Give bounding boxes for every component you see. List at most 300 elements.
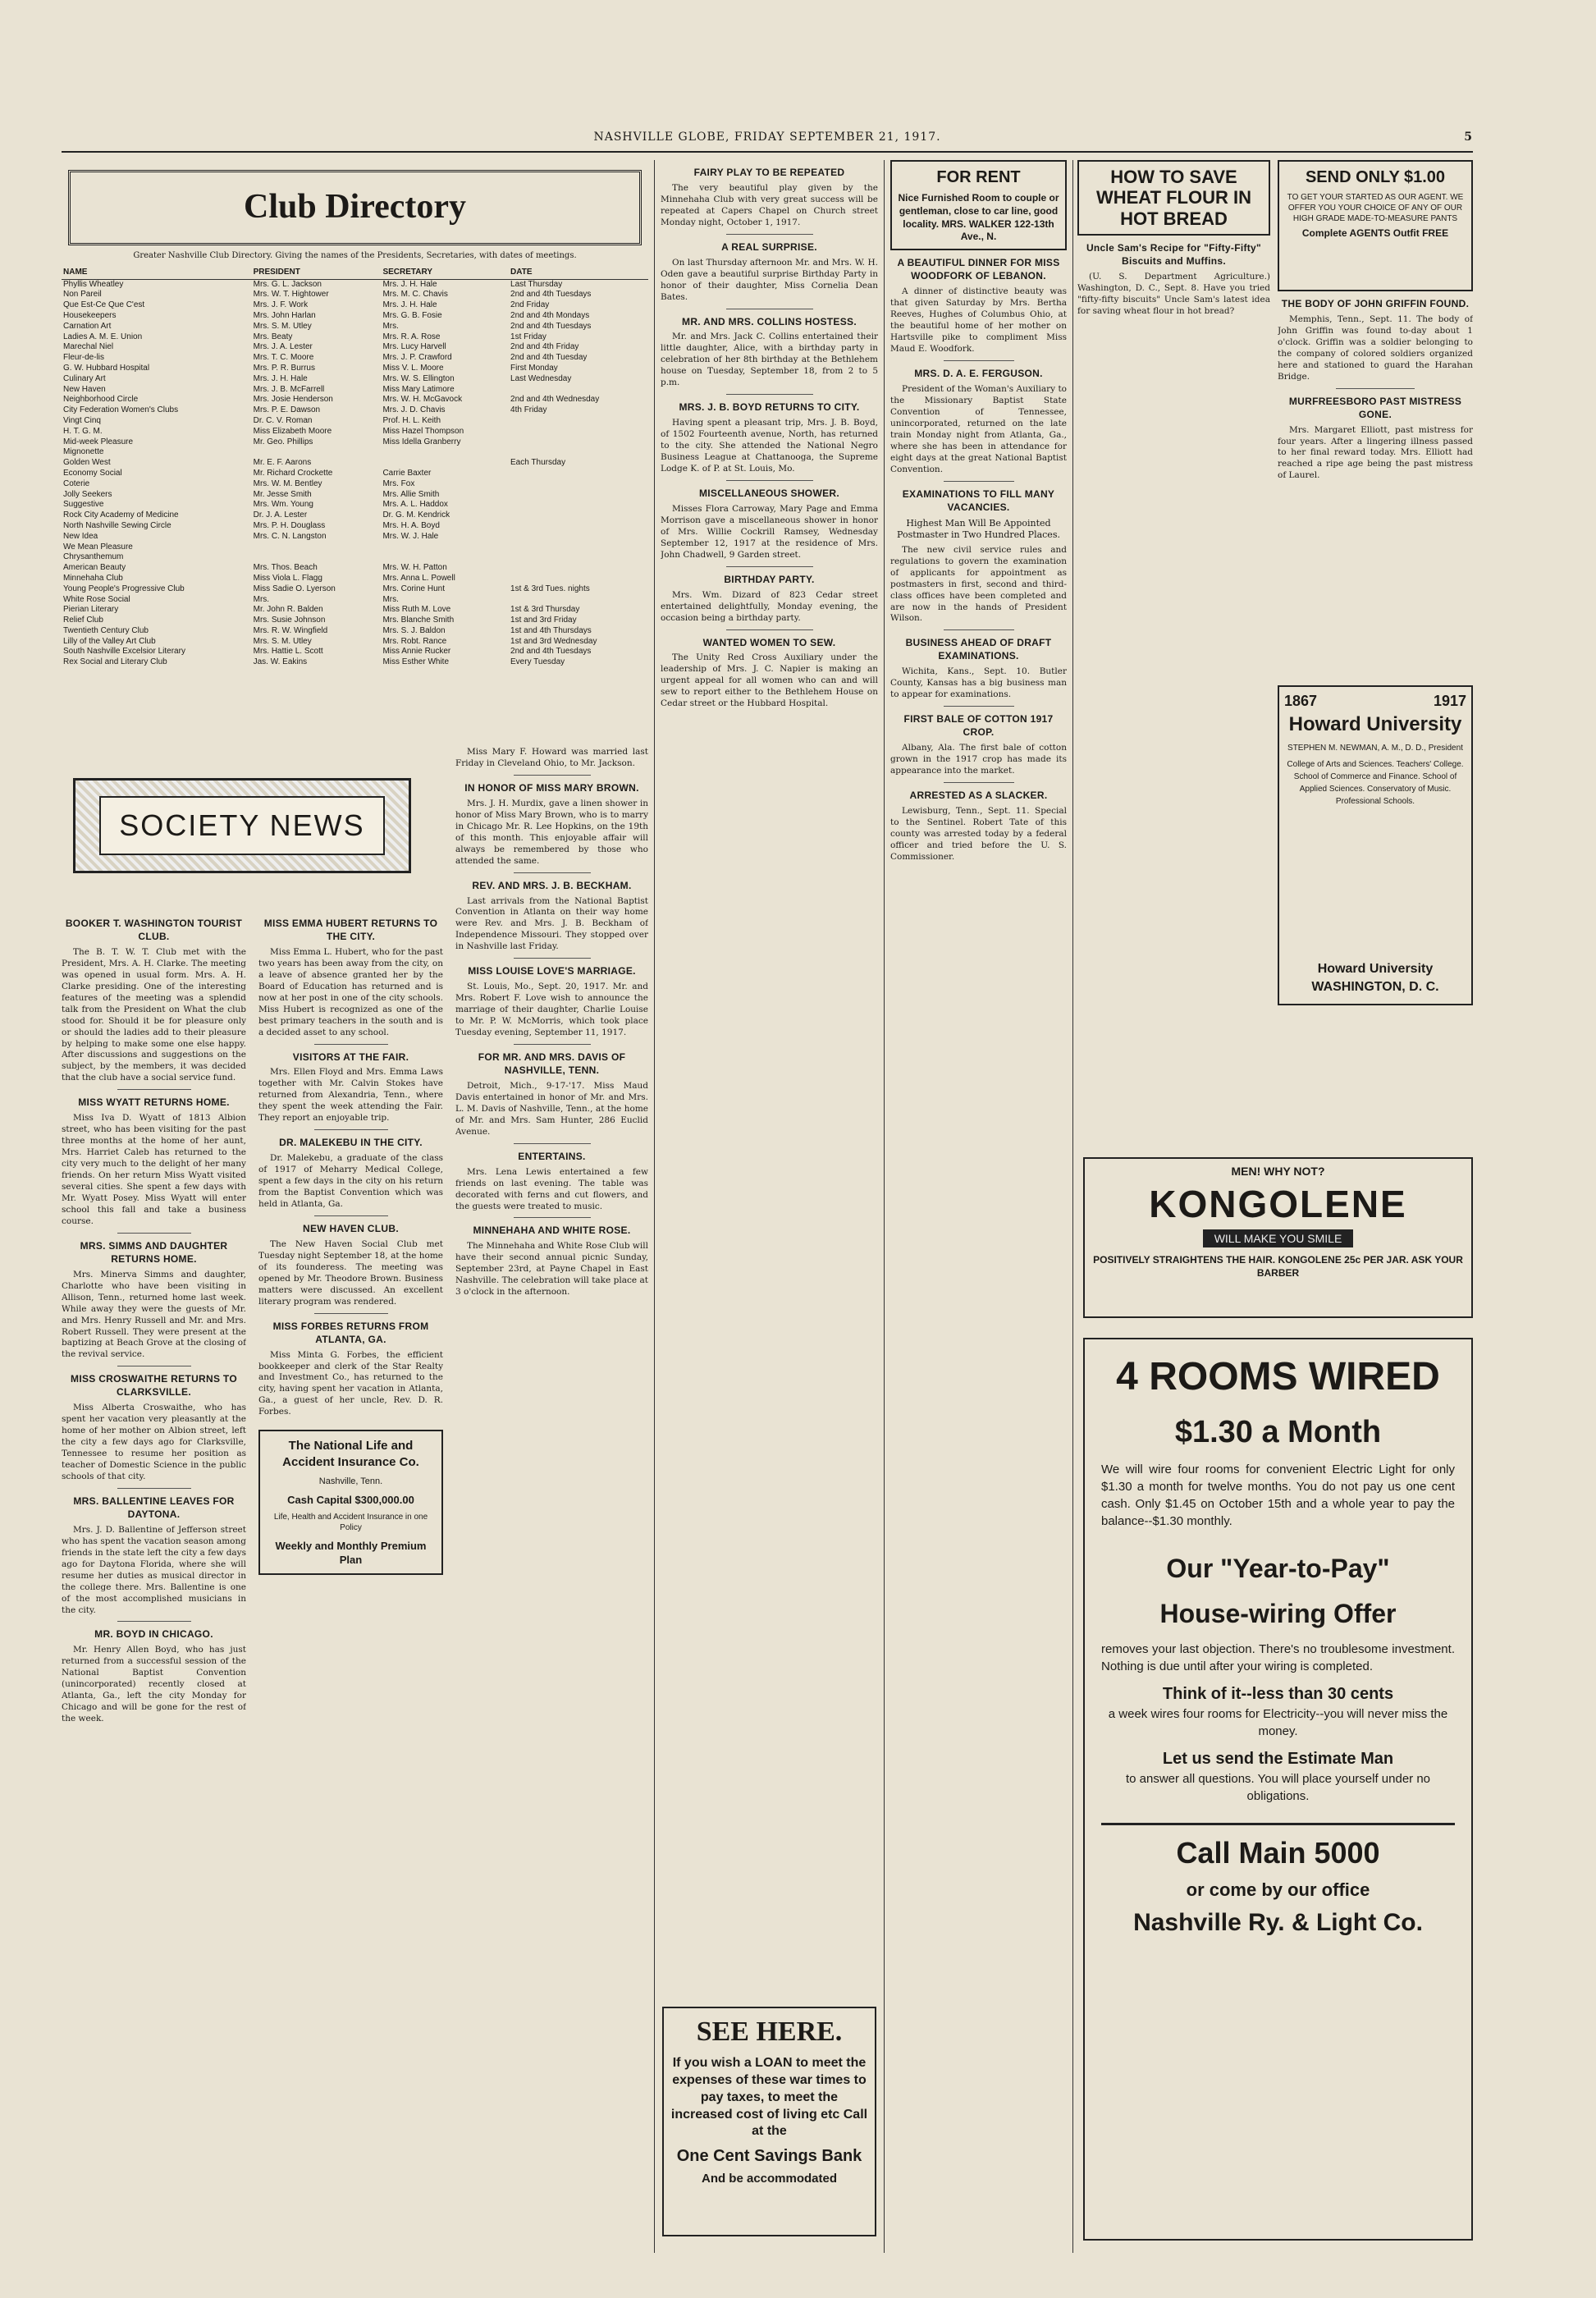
club-cell bbox=[381, 552, 509, 563]
divider bbox=[726, 394, 813, 395]
howard-foot: Howard University WASHINGTON, D. C. bbox=[1311, 962, 1439, 994]
club-row bbox=[62, 479, 648, 490]
national-life-title: The National Life and Accident Insurance Co. bbox=[282, 1439, 419, 1470]
article-body: St. Louis, Mo., Sept. 20, 1917. Mr. and Mrs. Robert F. Love wish to announce the marriage of their daughter, Charlie Louise to Mr. P. W. McMorris, which took place Tuesday evening, September 11, 1917. bbox=[455, 982, 648, 1038]
club-cell: 2nd and 4th Wednesday bbox=[510, 395, 600, 405]
article-headline: MISS FORBES RETURNS FROM ATLANTA, GA. bbox=[272, 1320, 429, 1345]
article-headline: BUSINESS AHEAD OF DRAFT EXAMINATIONS. bbox=[905, 637, 1052, 662]
club-row bbox=[62, 279, 648, 290]
article-headline: MISS CROSWAITHE RETURNS TO CLARKSVILLE. bbox=[71, 1373, 237, 1398]
club-cell: 1st Friday bbox=[510, 332, 546, 341]
article-body: Mrs. Wm. Dizard of 823 Cedar street entertained delightfully, Monday evening, the occasion being a birthday party. bbox=[661, 589, 878, 623]
kongolene-title: KONGOLENE bbox=[1149, 1182, 1407, 1225]
article-body: Albany, Ala. The first bale of cotton grown in the 1917 crop has made its appearance into the market. bbox=[890, 743, 1067, 776]
article-headline: ARRESTED AS A SLACKER. bbox=[909, 789, 1048, 801]
article-body: Detroit, Mich., 9-17-'17. Miss Maud Davis entertained in honor of Mr. and Mrs. L. M. Davis of Nashville, Tenn., at the home of Mr. and Mrs. Sam Hunter, 286 Euclid Avenue. bbox=[455, 1080, 648, 1137]
wired-text: We will wire four rooms for convenient Electric Light for only $1.30 a month for twelve months. You do not pay us one cent cash. Only $1.45 on October 15th and a whole year to pay the balance--$1.30 monthly. bbox=[1101, 1463, 1455, 1529]
club-cell: 1st & 3rd Tues. nights bbox=[510, 584, 590, 593]
club-cell: Mrs. W. M. Bentley bbox=[253, 478, 322, 488]
club-row bbox=[62, 342, 648, 353]
club-cell: Mrs. J. H. Hale bbox=[382, 300, 437, 310]
article-headline: A REAL SURPRISE. bbox=[721, 240, 817, 253]
masthead-title: NASHVILLE GLOBE, FRIDAY SEPTEMBER 21, 1917. bbox=[593, 130, 941, 144]
wired-think: Think of it--less than 30 cents bbox=[1162, 1685, 1394, 1704]
article-headline: A BEAUTIFUL DINNER FOR MISS WOODFORK OF LEBANON. bbox=[897, 257, 1060, 282]
kongolene-text: POSITIVELY STRAIGHTENS THE HAIR. KONGOLENE 25c PER JAR. ASK YOUR BARBER bbox=[1093, 1254, 1463, 1279]
club-cell: 2nd and 4th Friday bbox=[510, 342, 579, 352]
for-rent-ad bbox=[890, 160, 1067, 250]
article-body: Miss Iva D. Wyatt of 1813 Albion street, who has been visiting for the past three months at the home of her aunt, Mrs. Harriet Caleb has returned to the city very much to the delight of her many friends. On her return Miss Wyatt visited several cities. She spent a few days with Mr. Wyatt Posey. Miss Wyatt will enter school this fall and take a business course. bbox=[62, 1113, 246, 1226]
club-row bbox=[62, 647, 648, 657]
club-cell bbox=[252, 447, 382, 458]
howard-president: STEPHEN M. NEWMAN, A. M., D. D., President bbox=[1287, 743, 1463, 753]
club-cell: Mrs. Thos. Beach bbox=[253, 563, 318, 573]
article-headline: WANTED WOMEN TO SEW. bbox=[702, 636, 836, 648]
club-cell: Rock City Academy of Medicine bbox=[63, 510, 179, 520]
kongolene-ad bbox=[1083, 1157, 1473, 1321]
club-cell: Mrs. M. C. Chavis bbox=[382, 290, 448, 300]
club-cell: Each Thursday bbox=[510, 458, 566, 468]
wired-price: $1.30 a Month bbox=[1174, 1414, 1382, 1449]
article-body: Miss Mary F. Howard was married last Friday in Cleveland Ohio, to Mr. Jackson. bbox=[455, 747, 648, 768]
club-cell: Mrs. J. A. Lester bbox=[253, 342, 313, 352]
club-cell: G. W. Hubbard Hospital bbox=[63, 363, 150, 373]
club-cell: Mrs. R. A. Rose bbox=[382, 332, 441, 341]
article-body: Miss Alberta Croswaithe, who has spent her vacation very pleasantly at the home of her mother on Albion street, left the city a few days ago for Clarksville, Tennessee to resume her position as teacher of Domestic Science in the public schools of that city. bbox=[62, 1403, 246, 1481]
club-cell: Mrs. S. M. Utley bbox=[253, 636, 312, 646]
club-cell bbox=[509, 385, 648, 396]
club-cell: Last Thursday bbox=[510, 279, 563, 289]
club-row bbox=[62, 322, 648, 332]
club-cell: 4th Friday bbox=[510, 405, 547, 415]
club-cell: Fleur-de-lis bbox=[63, 353, 105, 363]
article-body: Mrs. Minerva Simms and daughter, Charlotte who have been visiting in Allison, Tenn., returned home last week. While away they were the guests of Mr. and Mrs. Henry Russell and Mr. and Mrs. Robert Russell. They were present at the baptizing at Beach Grove at the closing of the revival service. bbox=[62, 1269, 246, 1360]
club-cell: Miss V. L. Moore bbox=[382, 363, 444, 373]
column-rule bbox=[1072, 160, 1073, 2253]
column-rule bbox=[884, 160, 885, 2253]
club-cell: Mrs. Blanche Smith bbox=[382, 616, 455, 625]
column-2 bbox=[258, 911, 443, 2249]
pants-ad bbox=[1278, 160, 1473, 291]
club-cell: 1st and 4th Thursdays bbox=[510, 625, 592, 635]
club-cell: Culinary Art bbox=[63, 373, 106, 383]
club-cell: Rex Social and Literary Club bbox=[63, 657, 167, 667]
article-body: Mrs. Margaret Elliott, past mistress for four years. After a lingering illness passed to her final reward today. Mrs. Elliott had reached a ripe age being the past mistress of Laurel. bbox=[1278, 424, 1473, 481]
article-body: A dinner of distinctive beauty was that given Saturday by Mrs. Bertha Reeves, Hughes of Columbus Ohio, at the beautiful home of her mother on Hartsville pike to compliment Miss Maud E. Woodfork. bbox=[890, 286, 1067, 355]
club-cell: Young People's Progressive Club bbox=[63, 584, 185, 593]
club-row bbox=[62, 616, 648, 626]
club-row bbox=[62, 311, 648, 322]
club-cell bbox=[509, 595, 648, 606]
article-body: Miss Emma L. Hubert, who for the past two years has been away from the city, on a leave of absence granted her by the Board of Education has returned and is now at her post in one of the city schools. Miss Hubert is recognized as one of the best primary teachers in the south and is a decided asset to any school. bbox=[258, 946, 443, 1037]
pants-free: Complete AGENTS Outfit FREE bbox=[1301, 227, 1449, 240]
wired-come: or come by our office bbox=[1186, 1879, 1370, 1900]
divider bbox=[944, 706, 1014, 707]
club-row bbox=[62, 353, 648, 364]
club-cell: Mrs. W. H. Patton bbox=[382, 563, 447, 573]
club-cell bbox=[509, 427, 648, 437]
for-rent-title: FOR RENT bbox=[936, 168, 1021, 186]
divider bbox=[117, 1089, 191, 1090]
club-cell: 1st and 3rd Wednesday bbox=[510, 636, 597, 646]
club-cell: Jas. W. Eakins bbox=[253, 657, 308, 667]
divider bbox=[514, 1217, 591, 1218]
club-cell: Marechal Niel bbox=[63, 342, 114, 352]
article-body: Mrs. J. H. Murdix, gave a linen shower in honor of Miss Mary Brown, who is to marry in Chicago Mr. R. Lee Hopkins, on the 19th of this month. This enjoyable affair will always be remembered by those who attended the same. bbox=[455, 798, 648, 866]
club-cell: Mr. Geo. Phillips bbox=[253, 437, 313, 446]
club-cell bbox=[509, 500, 648, 510]
club-cell: Mrs. R. W. Wingfield bbox=[253, 625, 328, 635]
club-cell: Mrs. P. E. Dawson bbox=[253, 405, 321, 415]
club-row bbox=[62, 374, 648, 385]
article-headline: FOR MR. AND MRS. DAVIS OF NASHVILLE, TENN. bbox=[478, 1051, 626, 1076]
club-cell bbox=[509, 416, 648, 427]
club-cell: Mrs. W. T. Hightower bbox=[253, 290, 329, 300]
club-cell: We Mean Pleasure bbox=[63, 542, 133, 552]
article-headline: MINNEHAHA AND WHITE ROSE. bbox=[473, 1225, 631, 1237]
club-cell bbox=[509, 490, 648, 501]
club-cell: 2nd and 4th Tuesdays bbox=[510, 647, 592, 657]
divider bbox=[314, 1215, 388, 1216]
column-5 bbox=[890, 160, 1067, 2249]
wired-text-2: removes your last objection. There's no troublesome investment. Nothing is due until after your wiring is completed. bbox=[1101, 1642, 1455, 1674]
article-headline: MR. AND MRS. COLLINS HOSTESS. bbox=[682, 315, 857, 327]
club-cell: Lilly of the Valley Art Club bbox=[63, 636, 156, 646]
club-row bbox=[62, 395, 648, 405]
club-cell: Mrs. bbox=[382, 321, 399, 331]
divider bbox=[314, 1044, 388, 1045]
club-cell: Non Pareil bbox=[63, 290, 102, 300]
howard-year-start: 1867 bbox=[1284, 693, 1318, 709]
pants-text: TO GET YOUR STARTED AS OUR AGENT. WE OFFER YOU YOUR CHOICE OF ANY OF OUR HIGH GRADE MADE-TO-MEASURE PANTS bbox=[1287, 192, 1464, 224]
article-headline: MR. BOYD IN CHICAGO. bbox=[94, 1628, 213, 1641]
see-here-title: SEE HERE. bbox=[696, 2016, 843, 2047]
club-row bbox=[62, 595, 648, 606]
article-headline: MRS. J. B. BOYD RETURNS TO CITY. bbox=[679, 401, 860, 414]
club-cell: 1st & 3rd Thursday bbox=[510, 605, 580, 615]
club-cell: Mrs. Allie Smith bbox=[382, 489, 440, 499]
club-row bbox=[62, 469, 648, 479]
club-cell: New Idea bbox=[63, 531, 98, 541]
club-cell: Mrs. Lucy Harvell bbox=[382, 342, 446, 352]
club-cell bbox=[252, 552, 382, 563]
wired-title: 4 ROOMS WIRED bbox=[1116, 1355, 1440, 1398]
club-cell: Phyllis Wheatley bbox=[63, 279, 124, 289]
club-cell: Que Est-Ce Que C'est bbox=[63, 300, 145, 310]
club-cell: Mrs. J. H. Hale bbox=[253, 373, 308, 383]
club-cell: 2nd and 4th Tuesdays bbox=[510, 290, 592, 300]
divider bbox=[514, 1044, 591, 1045]
article-headline: IN HONOR OF MISS MARY BROWN. bbox=[464, 781, 639, 794]
club-row bbox=[62, 437, 648, 448]
club-cell: Mrs. Beaty bbox=[253, 332, 293, 341]
club-cell: Mrs. J. D. Chavis bbox=[382, 405, 446, 415]
club-row bbox=[62, 532, 648, 542]
club-cell: Relief Club bbox=[63, 616, 103, 625]
article-body: Wichita, Kans., Sept. 10. Butler County, Kansas has a big business man to appear for examinations. bbox=[890, 666, 1067, 700]
article-body: Miss Minta G. Forbes, the efficient bookkeeper and clerk of the Star Realty and Investment Co., has returned to the city, having spent her vacation in Atlanta, Ga., a guest of her uncle, Rev. D. R. Forbes. bbox=[258, 1349, 443, 1417]
club-cell bbox=[509, 437, 648, 448]
club-cell: 2nd and 4th Mondays bbox=[510, 310, 590, 320]
article-headline: BIRTHDAY PARTY. bbox=[724, 573, 815, 585]
article-body: Having spent a pleasant trip, Mrs. J. B. Boyd, of 1502 Fourteenth avenue, North, has returned to the city. She attended the National Negro Business League at Chattanooga, the Supreme Lodge K. of P. at St. Louis, Mo. bbox=[661, 418, 878, 474]
article-body: The Minnehaha and White Rose Club will have their second annual picnic Sunday, September 23rd, at Payne Chapel in East Nashville. The celebration will take place at 3 o'clock in the afternoon. bbox=[455, 1241, 648, 1298]
article-headline: MISCELLANEOUS SHOWER. bbox=[699, 487, 839, 499]
club-cell bbox=[509, 574, 648, 584]
divider bbox=[944, 481, 1014, 482]
club-cell: Mrs. bbox=[253, 594, 270, 604]
society-news-box bbox=[73, 778, 411, 873]
national-life-ad bbox=[258, 1430, 443, 1575]
club-cell: Mrs. S. J. Baldon bbox=[382, 625, 446, 635]
club-cell: Mrs. J. H. Hale bbox=[382, 279, 437, 289]
see-here-text: If you wish a LOAN to meet the expenses of these war times to pay taxes, to meet the increased cost of living etc Call at the bbox=[670, 2056, 868, 2139]
national-life-capital: Cash Capital $300,000.00 bbox=[287, 1493, 414, 1506]
article-headline: NEW HAVEN CLUB. bbox=[303, 1222, 399, 1234]
club-cell: Mrs. Anna L. Powell bbox=[382, 573, 455, 583]
wired-text-3: a week wires four rooms for Electricity--you will never miss the money. bbox=[1108, 1707, 1448, 1739]
kongolene-sub: WILL MAKE YOU SMILE bbox=[1203, 1229, 1354, 1248]
club-cell bbox=[509, 563, 648, 574]
article-body: The New Haven Social Club met Tuesday night September 18, at the home of its founderess. The meeting was opened by Mr. Theodore Brown. Business matters were discussed. An excellent literary program was rendered. bbox=[258, 1238, 443, 1307]
club-cell: Ladies A. M. E. Union bbox=[63, 332, 143, 341]
club-cell: Mrs. Susie Johnson bbox=[253, 616, 326, 625]
club-table bbox=[62, 266, 648, 668]
article-headline: MISS WYATT RETURNS HOME. bbox=[78, 1096, 230, 1109]
wired-call: Call Main 5000 bbox=[1176, 1835, 1380, 1870]
column-1 bbox=[62, 911, 246, 2249]
club-cell bbox=[509, 532, 648, 542]
newspaper-page bbox=[62, 123, 1473, 2257]
article-body: On last Thursday afternoon Mr. and Mrs. W. H. Oden gave a beautiful surprise Birthday Party in honor of their daughter, Miss Cornelia Dean Bates. bbox=[661, 257, 878, 302]
club-column-header: SECRETARY bbox=[381, 266, 509, 279]
divider bbox=[1336, 388, 1414, 389]
club-cell: Mrs. Wm. Young bbox=[253, 500, 313, 510]
club-row bbox=[62, 332, 648, 343]
club-cell: H. T. G. M. bbox=[63, 426, 103, 436]
club-cell: Miss Annie Rucker bbox=[382, 647, 451, 657]
club-cell: Housekeepers bbox=[63, 310, 117, 320]
club-cell: Neighborhood Circle bbox=[63, 395, 139, 405]
club-cell bbox=[509, 447, 648, 458]
club-row bbox=[62, 605, 648, 616]
club-cell: Mrs. J. B. McFarrell bbox=[253, 384, 325, 394]
club-cell: American Beauty bbox=[63, 563, 126, 573]
club-cell: Mr. Richard Crockette bbox=[253, 468, 333, 478]
club-row bbox=[62, 458, 648, 469]
club-cell bbox=[509, 469, 648, 479]
see-here-ad bbox=[662, 2007, 876, 2236]
column-rule bbox=[654, 160, 655, 2253]
club-row bbox=[62, 552, 648, 563]
see-here-foot: And be accommodated bbox=[701, 2171, 838, 2186]
club-cell: Mrs. W. H. McGavock bbox=[382, 395, 463, 405]
club-cell: Mrs. John Harlan bbox=[253, 310, 316, 320]
club-cell bbox=[381, 542, 509, 553]
divider bbox=[314, 1129, 388, 1130]
club-row bbox=[62, 427, 648, 437]
club-cell: Mrs. P. R. Burrus bbox=[253, 363, 315, 373]
club-cell: 2nd and 4th Tuesday bbox=[510, 353, 588, 363]
divider bbox=[726, 480, 813, 481]
club-cell: Carrie Baxter bbox=[382, 468, 432, 478]
national-life-city: Nashville, Tenn. bbox=[318, 1476, 383, 1487]
article-headline: FIRST BALE OF COTTON 1917 CROP. bbox=[903, 713, 1054, 739]
article-headline: VISITORS AT THE FAIR. bbox=[292, 1051, 409, 1063]
article-body: The B. T. W. T. Club met with the President, Mrs. A. H. Clarke. The meeting was opened in usual form. Mrs. A. H. Clarke presiding. One of the interesting features of the meeting was a splendid talk from the President on What the club stood for. Should it be for pleasure only or should the ladies add to their pleasure by helping to make some one else happy. After discussions and suggestions on the subject, by the members, it was decided that the club have a social service fund. bbox=[62, 946, 246, 1083]
club-cell bbox=[509, 510, 648, 521]
club-cell: Mrs. P. H. Douglass bbox=[253, 520, 326, 530]
article-body: The Unity Red Cross Auxiliary under the leadership of Mrs. J. C. Napier is making an urgent appeal for all women who can and will sew to report either to the Bethlehem House on Cedar street or the Hubbard Hospital. bbox=[661, 652, 878, 709]
club-row bbox=[62, 521, 648, 532]
divider bbox=[314, 1313, 388, 1314]
club-cell: City Federation Women's Clubs bbox=[63, 405, 179, 415]
divider bbox=[117, 1488, 191, 1489]
club-cell: Mr. John R. Balden bbox=[253, 605, 323, 615]
wired-offer-2: House-wiring Offer bbox=[1159, 1598, 1397, 1628]
club-cell: First Monday bbox=[510, 363, 558, 373]
club-cell bbox=[509, 521, 648, 532]
club-cell: White Rose Social bbox=[63, 594, 130, 604]
article-body: Last arrivals from the National Baptist Convention in Atlanta on their way home were Rev. and Mrs. J. B. Beckham of Independence Missouri. They stopped over in Nashville last Friday. bbox=[455, 895, 648, 952]
article-body: Dr. Malekebu, a graduate of the class of 1917 of Meharry Medical College, spent a few days in the city on his return from the Baptist Convention which was held in Atlanta, Ga. bbox=[258, 1153, 443, 1210]
club-row bbox=[62, 416, 648, 427]
society-news-title: SOCIETY NEWS bbox=[99, 796, 384, 855]
club-cell: Mrs. T. C. Moore bbox=[253, 353, 314, 363]
club-cell bbox=[252, 542, 382, 553]
club-cell: Mrs. A. L. Haddox bbox=[382, 500, 448, 510]
club-cell: Jolly Seekers bbox=[63, 489, 112, 499]
club-cell: Mrs. Fox bbox=[382, 478, 415, 488]
divider bbox=[726, 234, 813, 235]
flour-ad bbox=[1077, 160, 1270, 236]
divider bbox=[726, 629, 813, 630]
club-row bbox=[62, 500, 648, 510]
club-cell: Mrs. G. B. Fosie bbox=[382, 310, 442, 320]
club-directory bbox=[62, 160, 648, 751]
club-row bbox=[62, 405, 648, 416]
club-cell: Mr. Jesse Smith bbox=[253, 489, 312, 499]
club-column-header: PRESIDENT bbox=[252, 266, 382, 279]
article-body: Mr. and Mrs. Jack C. Collins entertained their little daughter, Alice, with a birthday party in celebration of her 8th birthday at the Bethlehem house on Tuesday, September 18, from 2 to 5 p.m. bbox=[661, 332, 878, 388]
divider bbox=[117, 1621, 191, 1622]
club-cell: Last Wednesday bbox=[510, 373, 572, 383]
club-cell: Mrs. Hattie L. Scott bbox=[253, 647, 323, 657]
club-cell: 2nd and 4th Tuesdays bbox=[510, 321, 592, 331]
club-cell: Vingt Cinq bbox=[63, 415, 101, 425]
club-cell: Mrs. J. P. Crawford bbox=[382, 353, 452, 363]
club-cell: Mrs. C. N. Langston bbox=[253, 531, 327, 541]
article-headline: MISS EMMA HUBERT RETURNS TO THE CITY. bbox=[263, 918, 438, 942]
club-row bbox=[62, 574, 648, 584]
club-cell: Miss Viola L. Flagg bbox=[253, 573, 322, 583]
club-cell: Miss Esther White bbox=[382, 657, 450, 667]
divider bbox=[944, 782, 1014, 783]
club-cell: Dr. C. V. Roman bbox=[253, 415, 313, 425]
club-cell: Coterie bbox=[63, 478, 90, 488]
club-column-header: NAME bbox=[62, 266, 252, 279]
club-cell: Mrs. S. M. Utley bbox=[253, 321, 312, 331]
club-row bbox=[62, 563, 648, 574]
article-body: Mr. Henry Allen Boyd, who has just returned from a successful session of the National Baptist Convention (unincorporated) recently closed at Atlanta, Ga., left the city Monday for Chicago and will be gone for the rest of the week. bbox=[62, 1645, 246, 1724]
club-cell: New Haven bbox=[63, 384, 106, 394]
club-cell: North Nashville Sewing Circle bbox=[63, 520, 171, 530]
society-news-banner bbox=[62, 771, 423, 919]
club-cell: Prof. H. L. Keith bbox=[382, 415, 441, 425]
wired-text-4: to answer all questions. You will place yourself under no obligations. bbox=[1125, 1771, 1431, 1803]
kongolene-top: MEN! WHY NOT? bbox=[1231, 1165, 1325, 1178]
club-cell: Dr. J. A. Lester bbox=[253, 510, 308, 520]
club-directory-subtitle: Greater Nashville Club Directory. Giving the names of the Presidents, Secretaries, with dates of meetings. bbox=[133, 251, 577, 260]
article-headline: BOOKER T. WASHINGTON TOURIST CLUB. bbox=[65, 918, 243, 942]
howard-text: College of Arts and Sciences. Teachers' College. School of Commerce and Finance. School of Applied Sciences. Conservatory of Music. Professional Schools. bbox=[1287, 760, 1464, 807]
flour-subtitle: Uncle Sam's Recipe for "Fifty-Fifty" Biscuits and Muffins. bbox=[1086, 241, 1262, 267]
club-cell: Minnehaha Club bbox=[63, 573, 123, 583]
club-cell: 1st and 3rd Friday bbox=[510, 616, 577, 625]
club-cell: Miss Hazel Thompson bbox=[382, 426, 464, 436]
club-row bbox=[62, 447, 648, 458]
club-cell: Carnation Art bbox=[63, 321, 112, 331]
divider bbox=[944, 629, 1014, 630]
divider bbox=[117, 1233, 191, 1234]
club-cell: Mid-week Pleasure bbox=[63, 437, 134, 446]
club-cell: Economy Social bbox=[63, 468, 122, 478]
club-row bbox=[62, 364, 648, 374]
club-cell: Mr. E. F. Aarons bbox=[253, 458, 312, 468]
article-headline: MRS. BALLENTINE LEAVES FOR DAYTONA. bbox=[73, 1495, 235, 1520]
club-cell: Dr. G. M. Kendrick bbox=[382, 510, 450, 520]
divider bbox=[514, 958, 591, 959]
club-cell: Golden West bbox=[63, 458, 111, 468]
for-rent-text: Nice Furnished Room to couple or gentleman, close to car line, good locality. MRS. WALKER 122-13th Ave., N. bbox=[898, 191, 1059, 243]
club-cell: Mignonette bbox=[63, 447, 104, 457]
club-row bbox=[62, 290, 648, 300]
national-life-foot: Weekly and Monthly Premium Plan bbox=[275, 1539, 427, 1566]
club-row bbox=[62, 626, 648, 637]
club-row bbox=[62, 300, 648, 311]
house-wiring-ad bbox=[1083, 1338, 1473, 2249]
club-cell: Twentieth Century Club bbox=[63, 625, 149, 635]
club-cell: Miss Mary Latimore bbox=[382, 384, 455, 394]
article-headline: MRS. D. A. E. FERGUSON. bbox=[914, 368, 1043, 380]
see-here-bank: One Cent Savings Bank bbox=[676, 2147, 862, 2166]
club-cell: Mrs. J. F. Work bbox=[253, 300, 309, 310]
divider bbox=[514, 872, 591, 873]
club-cell: Mrs. Josie Henderson bbox=[253, 395, 333, 405]
club-cell bbox=[509, 479, 648, 490]
article-body: Mrs. Lena Lewis entertained a few friends on last evening. The table was decorated with ferns and cut flowers, and the guests were treated to music. bbox=[455, 1166, 648, 1211]
article-headline: THE BODY OF JOHN GRIFFIN FOUND. bbox=[1281, 298, 1470, 309]
club-directory-title: Club Directory bbox=[68, 170, 642, 245]
article-headline: REV. AND MRS. J. B. BECKHAM. bbox=[472, 879, 632, 891]
column-3 bbox=[455, 747, 648, 2249]
club-cell: Suggestive bbox=[63, 500, 104, 510]
club-cell: Miss Sadie O. Lyerson bbox=[253, 584, 336, 593]
club-cell: Mrs. bbox=[382, 594, 399, 604]
wired-estimate: Let us send the Estimate Man bbox=[1162, 1750, 1394, 1769]
club-cell: South Nashville Excelsior Literary bbox=[63, 647, 185, 657]
club-cell: Chrysanthemum bbox=[63, 552, 124, 562]
article-body: Mrs. Ellen Floyd and Mrs. Emma Laws together with Mr. Calvin Stokes have returned from Alexandria, Tenn., where they spent the week attending the Fair. They report an enjoyable trip. bbox=[258, 1067, 443, 1124]
club-cell: Miss Ruth M. Love bbox=[382, 605, 451, 615]
club-column-header: DATE bbox=[509, 266, 648, 279]
club-row bbox=[62, 584, 648, 595]
article-body: Mrs. J. D. Ballentine of Jefferson street who has spent the vacation season among friends in the state left the city a few days ago for Daytona Florida, where she will resume her duties as musical director in the college there. Mrs. Ballentine is one of the most accomplished musicians in the city. bbox=[62, 1524, 246, 1615]
howard-ad bbox=[1278, 685, 1473, 1005]
wired-company: Nashville Ry. & Light Co. bbox=[1133, 1908, 1423, 1936]
club-cell: Miss Idella Granberry bbox=[382, 437, 461, 446]
article-body: Misses Flora Carroway, Mary Page and Emma Morrison gave a miscellaneous shower in honor of Mrs. Willie Cockrill Ramsey, Wednesday September 12, 1917 at the residence of Mrs. John Chadwell, 9 Garden street. bbox=[661, 503, 878, 560]
